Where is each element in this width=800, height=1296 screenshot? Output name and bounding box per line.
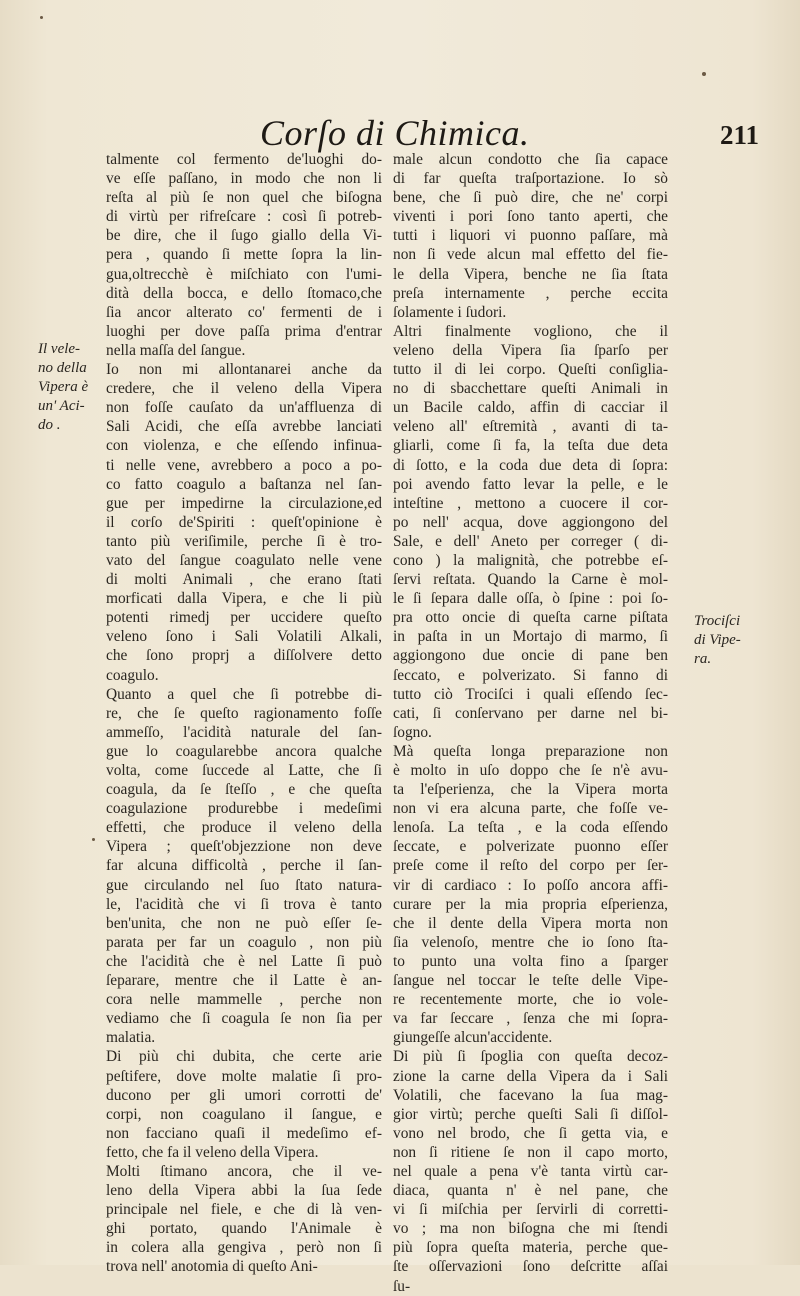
text-line: più ſopra queſta materia, perche que- — [393, 1239, 668, 1257]
ink-speck — [40, 16, 43, 19]
text-line: in colera alla gengiva , però non ſi — [106, 1239, 382, 1257]
text-line: viventi i pori ſono tanto aperti, che — [393, 208, 668, 226]
text-line: coagulazione produrebbe i medeſimi — [106, 800, 382, 818]
text-line: far alcuna difficoltà , perche il ſan- — [106, 857, 382, 875]
text-line: di far queſta traſportazione. Io sò — [393, 170, 668, 188]
text-line: vediamo che ſi coagula ſe non ſia per — [106, 1010, 382, 1028]
text-column-right — [393, 150, 668, 1296]
text-line: lenoſa. La teſta , e la coda eſſendo — [393, 819, 668, 837]
text-line: tutti i liquori vi puonno paſſare, mà — [393, 227, 668, 245]
text-line: ducono per gli umori corrotti de' — [106, 1086, 382, 1104]
text-line: le, l'acidità che vi ſi trova è tanto — [106, 895, 382, 913]
text-line: nel quale a pena v'è tanta virtù car- — [393, 1162, 668, 1180]
text-line: ſervi reſtata. Quando la Carne è mol- — [393, 571, 668, 589]
text-line: non ſi vede alcun mal effetto del fie- — [393, 246, 668, 264]
text-line: ſu- — [393, 1277, 411, 1295]
text-line: Altri finalmente vogliono, che il — [393, 322, 668, 340]
text-line: le ſi ſepara dalle oſſa, ò ſpine : poi ſo- — [393, 590, 668, 608]
text-line: ſeccate, e polverizate puonno eſſer — [393, 838, 668, 856]
text-line: coagula, da ſe ſteſſo , e che queſta — [106, 781, 382, 799]
margin-note-line: Il vele- — [38, 341, 81, 357]
text-line: ſeccato, e polverizato. Si fanno di — [393, 666, 668, 684]
text-line: re recentemente morte, che io vole- — [393, 991, 668, 1009]
text-line: to punto una volta fino a ſparger — [393, 952, 668, 970]
text-line: ſogno. — [393, 723, 432, 741]
text-line: inteſtine , mettono a cuocere il cor- — [393, 494, 668, 512]
text-line: ſia velenoſo, mentre che io ſono ſta- — [393, 933, 668, 951]
margin-note-left — [38, 340, 106, 435]
text-line: veleno della Vipera ſia ſparſo per — [393, 341, 668, 359]
text-line: Io non mi allontanarei anche da — [106, 361, 382, 379]
text-line: luoghi per dove paſſa prima d'entrar — [106, 322, 382, 340]
text-line: che il dente della Vipera morta non — [393, 914, 668, 932]
text-line: che l'acidità che è nel Latte ſi può — [106, 952, 382, 970]
margin-note-line: ra. — [694, 651, 712, 668]
text-line: vono nel brodo, che ſi getta via, e — [393, 1124, 668, 1142]
text-line: parata per far un coagulo , non più — [106, 933, 382, 951]
text-line: vi ſi miſchia per ſervirli di corretti- — [393, 1201, 668, 1219]
text-line: veleno ſono i Sali Volatili Alkali, — [106, 628, 382, 646]
text-line: trova nell' anotomia di queſto Ani- — [106, 1258, 318, 1276]
text-line: bene, che ſi può dire, che ne' corpi — [393, 189, 668, 207]
text-line: Di più chi dubita, che certe arie — [106, 1048, 382, 1066]
text-line: gliarli, come ſi fa, la teſta due deta — [393, 437, 668, 455]
text-line: Quanto a quel che ſi potrebbe di- — [106, 685, 382, 703]
text-line: ſeparare, mentre che il Latte è an- — [106, 972, 382, 990]
margin-note-line: Trociſci — [694, 613, 741, 629]
text-line: Sale, e dell' Aneto per correger ( di- — [393, 532, 668, 550]
text-line: non vi era alcuna parte, che foſſe ve- — [393, 800, 668, 818]
text-line: Volatili, che facevano la ſua mag- — [393, 1086, 668, 1104]
text-line: ſte oſſervazioni ſono deſcritte aſſai — [393, 1258, 668, 1276]
margin-note-line: un' Aci- — [38, 398, 85, 415]
text-line: ſolamente i ſudori. — [393, 303, 507, 321]
text-line: il corſo de'Spiriti : queſt'opinione è — [106, 513, 382, 531]
text-line: Vipera ; queſt'objezzione non deve — [106, 838, 382, 856]
text-line: tutto ciò Trociſci i quali eſſendo ſec- — [393, 685, 668, 703]
text-line: va far ſeccare , ſenza che mi ſopra- — [393, 1010, 668, 1028]
text-line: in paſta in un Mortajo di marmo, ſi — [393, 628, 668, 646]
text-line: diaca, quanta n' è nel pane, che — [393, 1182, 668, 1200]
text-line: di molti Animali , che erano ſtati — [106, 571, 382, 589]
text-line: volta, come ſuccede al Latte, che ſi — [106, 762, 382, 779]
text-line: non facciano quaſi il medeſimo ef- — [106, 1124, 382, 1142]
text-line: con violenza, e che eſſendo infinua- — [106, 437, 382, 455]
text-line: ti nelle vene, avrebbero a poco a po- — [106, 456, 382, 474]
text-line: pra otto oncie di queſta carne piſtata — [393, 609, 668, 627]
text-line: male alcun condotto che ſia capace — [393, 151, 668, 168]
text-line: ve eſſe paſſano, in modo che non li — [106, 170, 382, 188]
ink-speck — [702, 72, 706, 76]
text-line: gior virtù; perche queſti Sali ſi diſſol- — [393, 1105, 668, 1123]
text-line: Di più ſi ſpoglia con queſta decoz- — [393, 1048, 668, 1066]
text-line: aggiongono due oncie di pane ben — [393, 647, 668, 665]
text-line: curare per la mia propria eſperienza, — [393, 895, 668, 913]
text-line: cati, ſi conſervano per darne nel bi- — [393, 704, 668, 722]
text-line: coagulo. — [106, 666, 159, 684]
text-line: cora nelle mammelle , perche non — [106, 991, 382, 1009]
text-line: talmente col fermento de'luoghi do- — [106, 151, 382, 168]
text-line: un Bacile caldo, affin di cacciar il — [393, 399, 668, 417]
text-line: gue per impedirne la circulazione,ed — [106, 494, 382, 512]
text-line: ſangue nel toccar le teſte delle Vipe- — [393, 972, 668, 990]
text-line: preſa internamente , perche eccita — [393, 284, 668, 302]
text-line: è molto in uſo doppo che ſe n'è avu- — [393, 762, 668, 779]
running-header-title: Corſo di Chimica. — [260, 113, 530, 153]
text-line: tanto più veriſimile, perche ſi è tro- — [106, 532, 382, 550]
text-line: fetto, che fa il veleno della Vipera. — [106, 1143, 319, 1161]
text-line: Sali Acidi, che eſſa avrebbe lanciati — [106, 418, 382, 436]
text-line: tutto il di lei corpo. Queſti conſiglia- — [393, 361, 668, 379]
text-line: leno della Vipera abbi la ſua ſede — [106, 1182, 382, 1200]
margin-note-right — [694, 612, 774, 669]
text-line: Molti ſtimano ancora, che il ve- — [106, 1162, 382, 1180]
text-line: gue circulando nel ſuo ſtato natura- — [106, 876, 382, 894]
margin-note-line: do . — [38, 417, 61, 434]
text-line: dità della bocca, e dello ſtomaco,che — [106, 284, 382, 302]
page-number: 211 — [720, 120, 760, 150]
text-line: no di sbacchettare queſti Animali in — [393, 380, 668, 398]
text-line: Mà queſta longa preparazione non — [393, 742, 668, 760]
text-line: malatia. — [106, 1029, 156, 1047]
text-line: non ſi ritiene ſe non il capo morto, — [393, 1143, 668, 1161]
text-line: le della Vipera, benche ne ſia ſtata — [393, 265, 668, 283]
margin-note-line: di Vipe- — [694, 632, 741, 649]
text-line: non foſſe cauſato da un'affluenza di — [106, 399, 382, 417]
text-line: vato del ſangue coagulato nelle vene — [106, 551, 382, 569]
text-line: re, che ſe queſto ragionamento foſſe — [106, 704, 382, 722]
text-line: credere, che il veleno della Vipera — [106, 380, 382, 398]
ink-speck — [92, 838, 95, 841]
text-line: preſe come il reſto del corpo per ſer- — [393, 857, 668, 875]
text-line: veleno all' eſtremità , avanti di ta- — [393, 418, 668, 436]
text-line: di virtù per rifreſcare : così ſi potreb- — [106, 208, 382, 226]
text-line: peſtifere, dove molte malatie ſi pro- — [106, 1067, 382, 1085]
text-line: pera , quando ſi mette ſopra la lin- — [106, 246, 382, 264]
text-line: principale nel fiele, e che di là ven- — [106, 1201, 382, 1219]
text-line: ta l'eſperienza, che la Vipera morta — [393, 781, 668, 799]
text-column-left — [106, 150, 382, 1277]
text-line: effetti, che produce il veleno della — [106, 819, 382, 837]
text-line: be dire, che il ſugo giallo della Vi- — [106, 227, 382, 245]
text-line: zione la carne della Vipera da i Sali — [393, 1067, 668, 1085]
text-line: di ſotto, e la coda due deta di ſopra: — [393, 456, 668, 474]
text-line: vir di cardiaco : Io poſſo ancora affi- — [393, 876, 668, 894]
text-line: morficati dalla Vipera, e che li più — [106, 590, 382, 608]
text-line: nella maſſa del ſangue. — [106, 341, 246, 359]
text-line: gue lo coagularebbe ancora qualche — [106, 742, 382, 760]
text-line: po nell' acqua, dove aggiongono del — [393, 513, 668, 531]
text-line: che ſono proprj a diſſolvere detto — [106, 647, 382, 665]
text-line: vo ; ma non biſogna che mi ſtendi — [393, 1220, 668, 1238]
text-line: corpi, non coagulano il ſangue, e — [106, 1105, 382, 1123]
text-line: poi avendo fatto levar la pelle, e le — [393, 475, 668, 493]
margin-note-line: no della — [38, 360, 87, 377]
text-line: co fatto coagulo a baſtanza nel ſan- — [106, 475, 382, 493]
text-line: ghi portato, quando l'Animale è — [106, 1220, 382, 1238]
text-line: ſia ancor alterato co' fermenti de i — [106, 303, 382, 321]
text-line: reſta al più ſe non quel che biſogna — [106, 189, 382, 207]
text-line: potenti rimedj per uccidere queſto — [106, 609, 382, 627]
text-line: ben'unita, che non ne può eſſer ſe- — [106, 914, 382, 932]
text-line: cono ) la malignità, che potrebbe eſ- — [393, 551, 668, 569]
margin-note-line: Vipera è — [38, 379, 89, 396]
text-line: giungeſſe alcun'accidente. — [393, 1029, 553, 1047]
text-line: ammeſſo, l'acidità naturale del ſan- — [106, 723, 382, 741]
text-line: gua,oltrecchè è miſchiato con l'umi- — [106, 265, 382, 283]
